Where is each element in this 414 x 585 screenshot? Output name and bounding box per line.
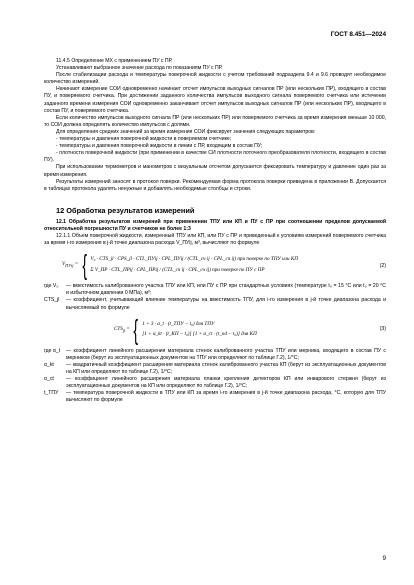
paragraph: После стабилизации расхода и температуры поверочной жидкости с учетом требований подраздела 9.4 и 9.6 проводят необходимое количество измерений. <box>44 72 386 86</box>
definitions <box>44 348 386 405</box>
section-title: 12 Обработка результатов измерений <box>56 205 195 215</box>
definition: α_ct — коэффициент линейного расширения материала планки крепления детекторов КП или инварового стержня (берут из эксплуатационных документов на КП или определяют по таблице Г.2), 1/°С; <box>44 376 386 390</box>
page-number: 9 <box>382 556 386 562</box>
list-item: - температуры и давления поверочной жидкости в линии с ПР, входящим в состав ПУ; <box>56 143 263 150</box>
paragraph: Устанавливают выбранное значение расхода по показаниям ПУ с ПР. <box>56 65 223 72</box>
eq2-case-b: Σ V_ПР · CTL_ПРij · CPL_ПРij / (CTL_сч ij · CPL_сч ij) при поверке по ПУ с ПР <box>90 267 265 274</box>
definition: t_ТПУ — температура поверочной жидкости в ТПУ или КП за время i-го измерения в j-й точке диапазона расхода, °С, которую для ТПУ вычисляют по формуле <box>44 390 386 404</box>
list-item: - плотности поверочной жидкости (при применении в качестве СИ плотности поточного преобразователя плотности, входящего в состав ПУ). <box>44 150 386 164</box>
eq3-case-a: 1 + 3 · α_t · (t_ТПУ − t₀) для ТПУ <box>142 321 215 328</box>
paragraph: При использовании термометров и манометров с визуальным отсчетом допускается фиксировать температуру и давление один раз за время измерения. <box>44 164 386 178</box>
definition: где α_t — коэффициент линейного расширения материала стенок калиброванного участка ТПУ или мерника, входящего в состав ПУ с мерником (берут из эксплуатационных документов на ТПУ или определяют по таблице Г.2), 1/°С; <box>44 347 386 361</box>
paragraph: 11.4.5 Определение МХ с применением ПУ с ПР. <box>56 58 173 64</box>
definition: α_kt — квадратичный коэффициент расширения материала стенок калиброванного участка КП (берут из эксплуатационных документов на КП или определяют по таблице Г.2), 1/°С; <box>44 361 386 375</box>
list-item: - температуры и давления поверочной жидкости в поверяемом счетчике; <box>56 136 232 143</box>
page-body <box>44 58 386 404</box>
equation-number: (3) <box>379 325 386 332</box>
eq-lhs: $V_{ПУij}$ = <box>62 261 79 269</box>
page-header: ГОСТ 8.451—2024 <box>330 31 386 38</box>
definition: CTS_jl — коэффициент, учитывающий влияние температуры на вместимость ТПУ, для i-го измерения в j-й точке диапазона расхода и вычисляемый по формуле <box>44 297 386 311</box>
paragraph: 12.1.1 Объем поверочной жидкости, измеренный ТПУ или КП, или ПУ с ПР и приведенный к условиям измерений поверяемого счетчика за время i-го измерения в j-й точке диапазона расхода V_ПУij, м³, вычисляют по формуле <box>44 233 386 247</box>
brace: { <box>133 313 139 345</box>
subsection-title: 12.1 Обработка результатов измерений при применении ТПУ или КП и ПУ с ПР при соотношении пределов допускаемой относительной погрешности ПУ и счетчиков не более 1:3 <box>44 218 386 232</box>
equation-number: (2) <box>379 263 386 270</box>
paragraph: Для определения средних значений за время измерения СОИ фиксирует значения следующих параметров: <box>56 128 316 135</box>
definitions <box>44 283 386 311</box>
definition: где V₀ — вместимость калиброванного участка ТПУ или КП, или ПУ с ПР при стандартных условиях (температуре t₀ = 15 °С или t₀ = 20 °С и избыточном давлении 0 МПа), м³; <box>44 283 386 297</box>
eq3-case-b: [1 + α_kt · (t_КП − t₀)] [1 + α_ct · (t_кd − t₀)] для КП <box>142 331 257 338</box>
paragraph: Если количество импульсов выходного сигнала ПР (или нескольких ПР) или поверяемого счетчика за время измерения меньше 10 000, то СОИ должна определять количество импульсов с долями. <box>44 114 386 128</box>
equation-3: $CTS_{jl}$ = { 1 + 3 · α_t · (t_ТПУ − t₀) для ТПУ [1 + α_kt · (t_КП − t₀)] [1 + α_ct · (t_кd − t₀)] для КП (3) <box>114 313 386 345</box>
equation-2 <box>62 251 386 279</box>
paragraph: Результаты измерений заносят в протокол поверки. Рекомендуемая форма протокола поверки приведена в приложении В. Допускается в таблицах протокола удалять ненужные и добавлять необходимые столбцы и строки. <box>44 178 386 192</box>
brace: { <box>82 249 87 281</box>
paragraph: Начинают измерение СОИ одновременно начинает отсчет импульсов выходных сигналов ПР (или нескольких ПР), входящего в состав ПУ, и поверяемого счетчика. При достижении заданного количества импульсов выходного сигнала поверяемого счетчика или истечении заданного времени измерения СОИ одновременно заканчивает отсчет импульсов выходных сигналов ПР (или нескольких ПР), входящего в состав ПУ, и поверяемого счетчика. <box>44 86 386 114</box>
eq2-case-a: V₀ · CTS_jl · CPS_jl · CTL_ПУij · CPL_ПУij / (CTL_сч ij · CPL_сч ij) при поверке по ТПУ или КП <box>90 256 298 263</box>
